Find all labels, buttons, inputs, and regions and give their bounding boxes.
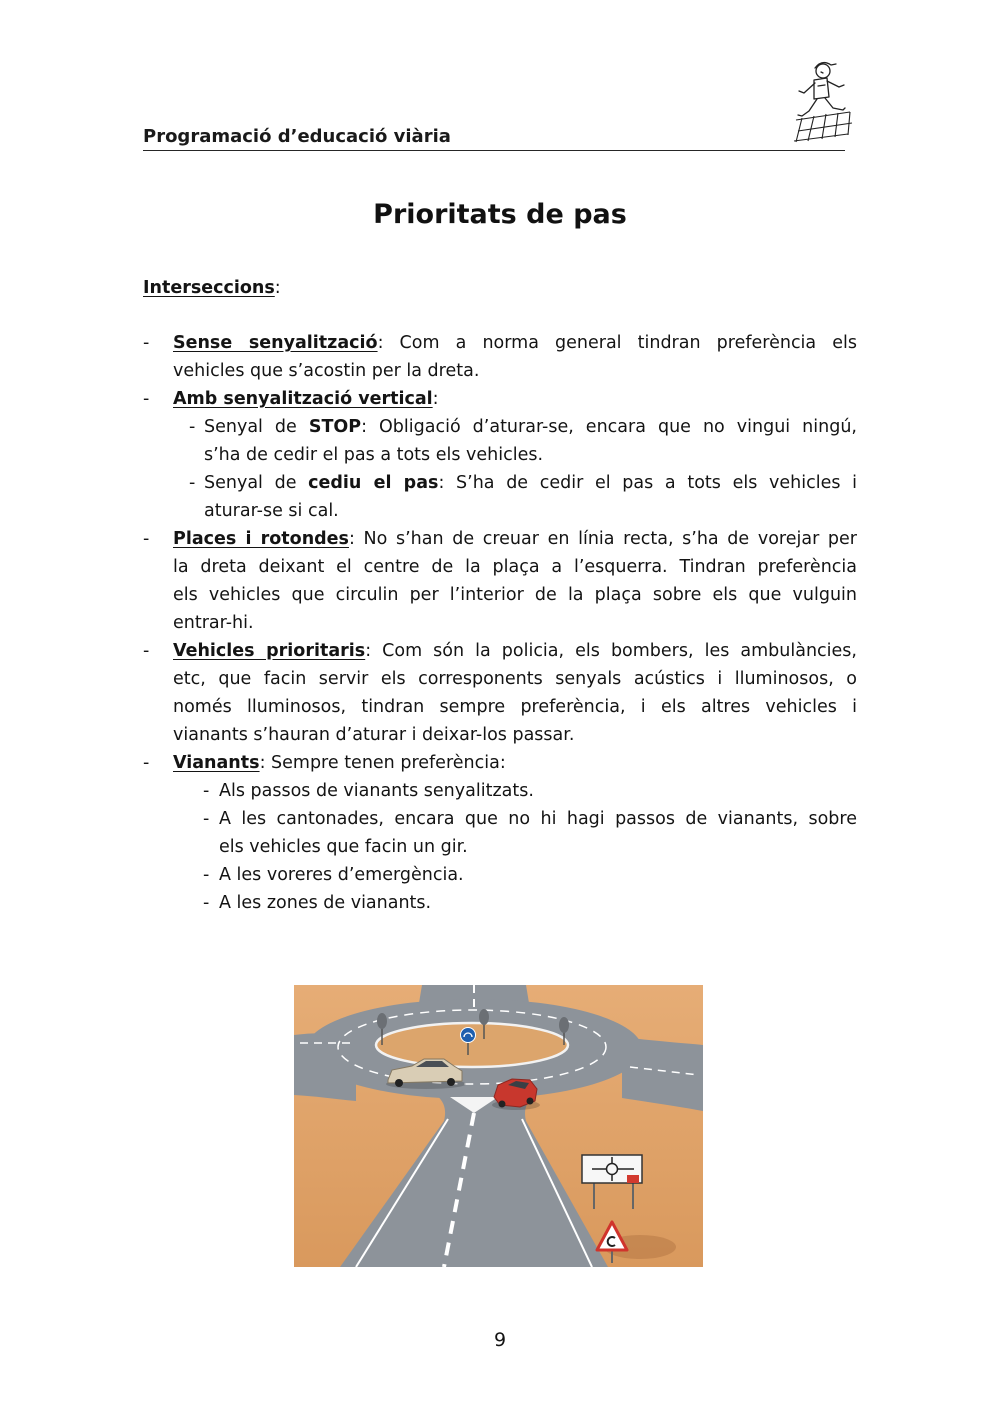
subitem-bold-term: STOP xyxy=(308,417,362,437)
subitem-line xyxy=(204,413,857,441)
sub-bullet-dash: - xyxy=(189,417,196,437)
sub-bullet-dash: - xyxy=(203,809,210,829)
item-term: Vianants xyxy=(173,753,260,773)
subitem-voreres xyxy=(203,861,857,889)
list-item-vianants xyxy=(143,749,857,917)
mandatory-roundabout-sign xyxy=(461,1028,476,1043)
subitem-line: s’ha de cedir el pas a tots els vehicles. xyxy=(204,445,544,465)
item-line xyxy=(173,385,857,413)
subitem-prefix: Senyal de xyxy=(204,473,309,493)
item-line: vehicles que s’acostin per la dreta. xyxy=(173,361,480,381)
item-line: vianants s’hauran d’aturar i deixar-los passar. xyxy=(173,725,575,745)
list-item-vehicles-prioritaris xyxy=(143,637,857,749)
list-item-amb-senyalitzacio-vertical xyxy=(143,385,857,525)
page-number: 9 xyxy=(493,1329,507,1351)
item-line: només lluminosos, tindran sempre preferència, i els altres vehicles i xyxy=(173,697,857,717)
item-line xyxy=(173,525,857,553)
item-line: entrar-hi. xyxy=(173,613,254,633)
subitem-passos-de-vianants xyxy=(203,777,857,805)
subitem-stop xyxy=(189,413,857,469)
subitem-line: A les cantonades, encara que no hi hagi passos de vianants, sobre xyxy=(219,809,857,829)
sign-back xyxy=(559,1017,569,1033)
subitem-cediu-el-pas xyxy=(189,469,857,525)
section-colon: : xyxy=(274,278,281,298)
subitem-line: els vehicles que facin un gir. xyxy=(219,837,468,857)
item-line: els vehicles que circulin per l’interior de la plaça sobre els que vulguin xyxy=(173,585,857,605)
bullet-dash: - xyxy=(143,753,150,773)
subitem-prefix: Senyal de xyxy=(204,417,309,437)
item-text: : xyxy=(432,389,439,409)
subitem-line: A les voreres d’emergència. xyxy=(219,865,464,885)
item-term: Sense senyalització xyxy=(173,333,378,353)
bullet-dash: - xyxy=(143,389,150,409)
list-item-sense-senyalitzacio xyxy=(143,329,857,385)
item-term: Places i rotondes xyxy=(173,529,349,549)
item-term: Amb senyalització vertical xyxy=(173,389,433,409)
subitem-line xyxy=(204,469,857,497)
item-text: : No s’han de creuar en línia recta, s’ha de vorejar per xyxy=(348,529,857,549)
sign-back xyxy=(479,1009,489,1025)
sign-back xyxy=(377,1013,387,1029)
sub-bullet-dash: - xyxy=(189,473,196,493)
bullet-dash: - xyxy=(143,641,150,661)
rules-list xyxy=(143,329,857,917)
item-text: : Sempre tenen preferència: xyxy=(259,753,506,773)
item-line xyxy=(173,749,857,777)
subitem-text: : Obligació d’aturar-se, encara que no vingui ningú, xyxy=(361,417,857,437)
item-line: etc, que facin servir els corresponents senyals acústics i lluminosos, o xyxy=(173,669,857,689)
item-text: : Com a norma general tindran preferència els xyxy=(377,333,857,353)
item-term: Vehicles prioritaris xyxy=(173,641,366,661)
sub-bullet-dash: - xyxy=(203,893,210,913)
subitem-line: aturar-se si cal. xyxy=(204,501,339,521)
roundabout-illustration xyxy=(294,985,703,1267)
section-heading xyxy=(143,274,281,302)
pedestrian-crossing-icon xyxy=(792,56,854,144)
walking-figure xyxy=(798,63,845,116)
list-item-places-i-rotondes xyxy=(143,525,857,637)
subitem-bold-term: cediu el pas xyxy=(308,473,439,493)
item-line xyxy=(173,637,857,665)
sub-bullet-dash: - xyxy=(203,865,210,885)
sub-bullet-dash: - xyxy=(203,781,210,801)
bullet-dash: - xyxy=(143,529,150,549)
subitem-line: A les zones de vianants. xyxy=(219,893,432,913)
subitem-zones-de-vianants xyxy=(203,889,857,917)
subitem-line: Als passos de vianants senyalitzats. xyxy=(219,781,534,801)
subitem-cantonades xyxy=(203,805,857,861)
page-title: Prioritats de pas xyxy=(373,199,627,230)
bullet-dash: - xyxy=(143,333,150,353)
item-text: : Com són la policia, els bombers, les ambulàncies, xyxy=(365,641,857,661)
section-label: Interseccions xyxy=(143,278,275,298)
small-red-sign xyxy=(627,1175,639,1183)
subitem-text: : S’ha de cedir el pas a tots els vehicles i xyxy=(438,473,857,493)
header-title: Programació d’educació viària xyxy=(143,126,451,147)
item-line: la dreta deixant el centre de la plaça a l’esquerra. Tindran preferència xyxy=(173,557,857,577)
crosswalk-grid xyxy=(794,112,852,142)
page-header xyxy=(143,124,845,151)
item-line xyxy=(173,329,857,357)
